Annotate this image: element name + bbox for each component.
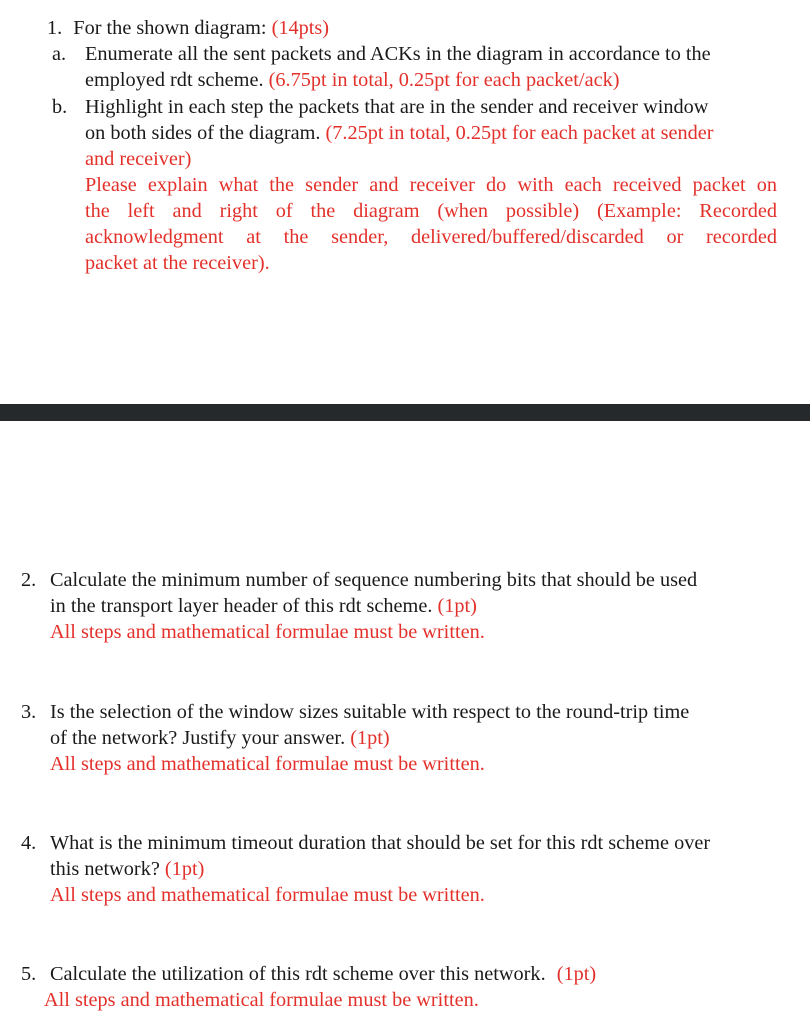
question-2-number: 2.: [21, 569, 37, 591]
question-3-note: All steps and mathematical formulae must be written.: [50, 753, 485, 775]
question-1a-line2-text: employed rdt scheme.: [85, 69, 264, 91]
question-5-points: (1pt): [556, 963, 597, 985]
question-3-line1: Is the selection of the window sizes suitable with respect to the round-trip time: [50, 701, 690, 723]
question-1a: [85, 41, 785, 93]
question-2-points: (1pt): [437, 595, 477, 617]
question-4-number: 4.: [21, 832, 37, 854]
question-1a-line1: Enumerate all the sent packets and ACKs in the diagram in accordance to the: [85, 43, 711, 65]
question-3-line2: [50, 725, 790, 751]
question-1b-explain-line1: Please explain what the sender and receiver do with each received packet on: [85, 174, 777, 196]
question-2-line2-text: in the transport layer header of this rdt scheme.: [50, 595, 433, 617]
question-5: [50, 961, 790, 987]
question-1-text: For the shown diagram:: [73, 17, 267, 39]
question-1a-line2: [85, 67, 785, 93]
question-4-note: All steps and mathematical formulae must be written.: [50, 884, 485, 906]
question-3-points: (1pt): [350, 727, 390, 749]
question-4-line2-text: this network?: [50, 858, 160, 880]
question-1a-points: (6.75pt in total, 0.25pt for each packet/ack): [268, 69, 620, 91]
question-1b-label: b.: [52, 96, 68, 118]
page-divider: [0, 404, 810, 421]
question-5-note: All steps and mathematical formulae must be written.: [44, 989, 479, 1011]
question-2-note: All steps and mathematical formulae must be written.: [50, 621, 485, 643]
question-5-text: Calculate the utilization of this rdt scheme over this network.: [50, 963, 546, 985]
question-1b-explain-line4: packet at the receiver).: [85, 252, 270, 274]
question-2-line1: Calculate the minimum number of sequence numbering bits that should be used: [50, 569, 698, 591]
question-2-line2: [50, 593, 790, 619]
question-3-number: 3.: [21, 701, 37, 723]
question-1-number: 1.: [47, 17, 63, 39]
question-3-line2-text: of the network? Justify your answer.: [50, 727, 346, 749]
question-1b: [85, 94, 777, 276]
question-2: [50, 567, 790, 645]
question-1b-line1: Highlight in each step the packets that are in the sender and receiver window: [85, 96, 709, 118]
question-4-points: (1pt): [164, 858, 205, 880]
question-1b-explain-line3: acknowledgment at the sender, delivered/buffered/discarded or recorded: [85, 226, 777, 248]
question-5-number: 5.: [21, 963, 37, 985]
question-1b-line2-text: on both sides of the diagram.: [85, 122, 321, 144]
question-4-line2: [50, 856, 790, 882]
question-1a-label: a.: [52, 43, 67, 65]
question-1b-points: (7.25pt in total, 0.25pt for each packet at sender: [325, 122, 714, 144]
question-1b-explain-line2: the left and right of the diagram (when possible) (Example: Recorded: [85, 200, 777, 222]
question-1: [47, 15, 787, 41]
question-3: [50, 699, 790, 777]
question-4-line1: What is the minimum timeout duration that should be set for this rdt scheme over: [50, 832, 711, 854]
question-1b-line2: [85, 120, 777, 146]
question-1-points: (14pts): [271, 17, 330, 39]
question-1b-points-cont: and receiver): [85, 148, 192, 170]
question-1-line: [47, 15, 787, 41]
question-5-line1: [50, 961, 790, 987]
question-4: [50, 830, 790, 908]
